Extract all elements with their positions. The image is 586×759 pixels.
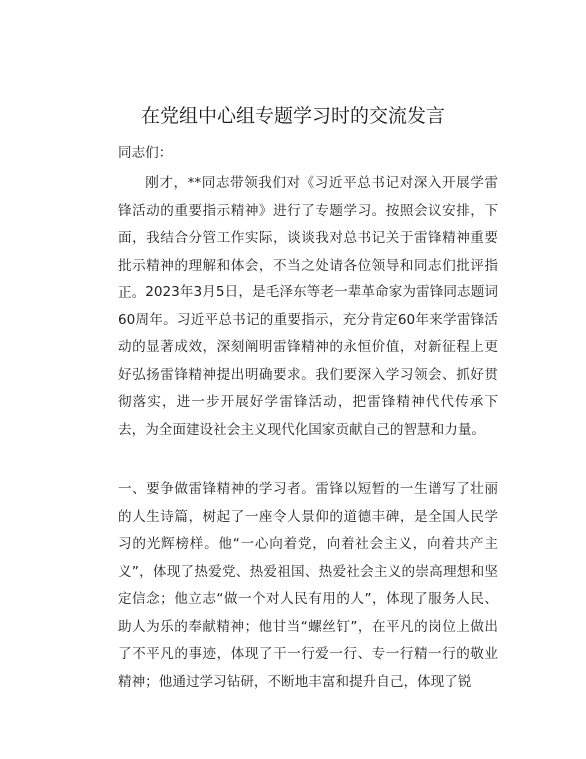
salutation: 同志们： [118, 145, 173, 161]
paragraph-2: 2023年3月5日，是毛泽东等老一辈革命家为雷锋同志题词60周年。习近平总书记的重要指示，充分肯定60年来学雷锋活动的显著成效，深刻阐明雷锋精神的永恒价值，对新征程上更好弘扬雷锋精神提出明确要求。我们要深入学习领会、抓好贯彻落实，进一步开展好学雷锋活动，把雷锋精神代代传承下去，为全面建设社会主义现代化国家贡献自己的智慧和力量。 [118, 284, 498, 438]
paragraph-1: 刚才，**同志带领我们对《习近平总书记对深入开展学雷锋活动的重要指示精神》进行了专题学习。按照会议安排，下面，我结合分管工作实际，谈谈我对总书记关于雷锋精神重要批示精神的理解和体会，不当之处请各位领导和同志们批评指正。 [118, 175, 498, 301]
document-title: 在党组中心组专题学习时的交流发言 [140, 105, 445, 127]
paragraph-3: 一、要争做雷锋精神的学习者。雷锋以短暂的一生谱写了壮丽的人生诗篇，树起了一座令人景仰的道德丰碑，是全国人民学习的光辉榜样。他“一心向着党，向着社会主义，向着共产主义”，体现了热爱党、热爱祖国、热爱社会主义的崇高理想和坚定信念；他立志“做一个对人民有用的人”，体现了服务人民、助人为乐的奉献精神；他甘当“螺丝钉”，在平凡的岗位上做出了不平凡的事迹，体现了干一行爱一行、专一行精一行的敬业精神；他通过学习钻研，不断地丰富和提升自己，体现了锐 [118, 481, 498, 690]
